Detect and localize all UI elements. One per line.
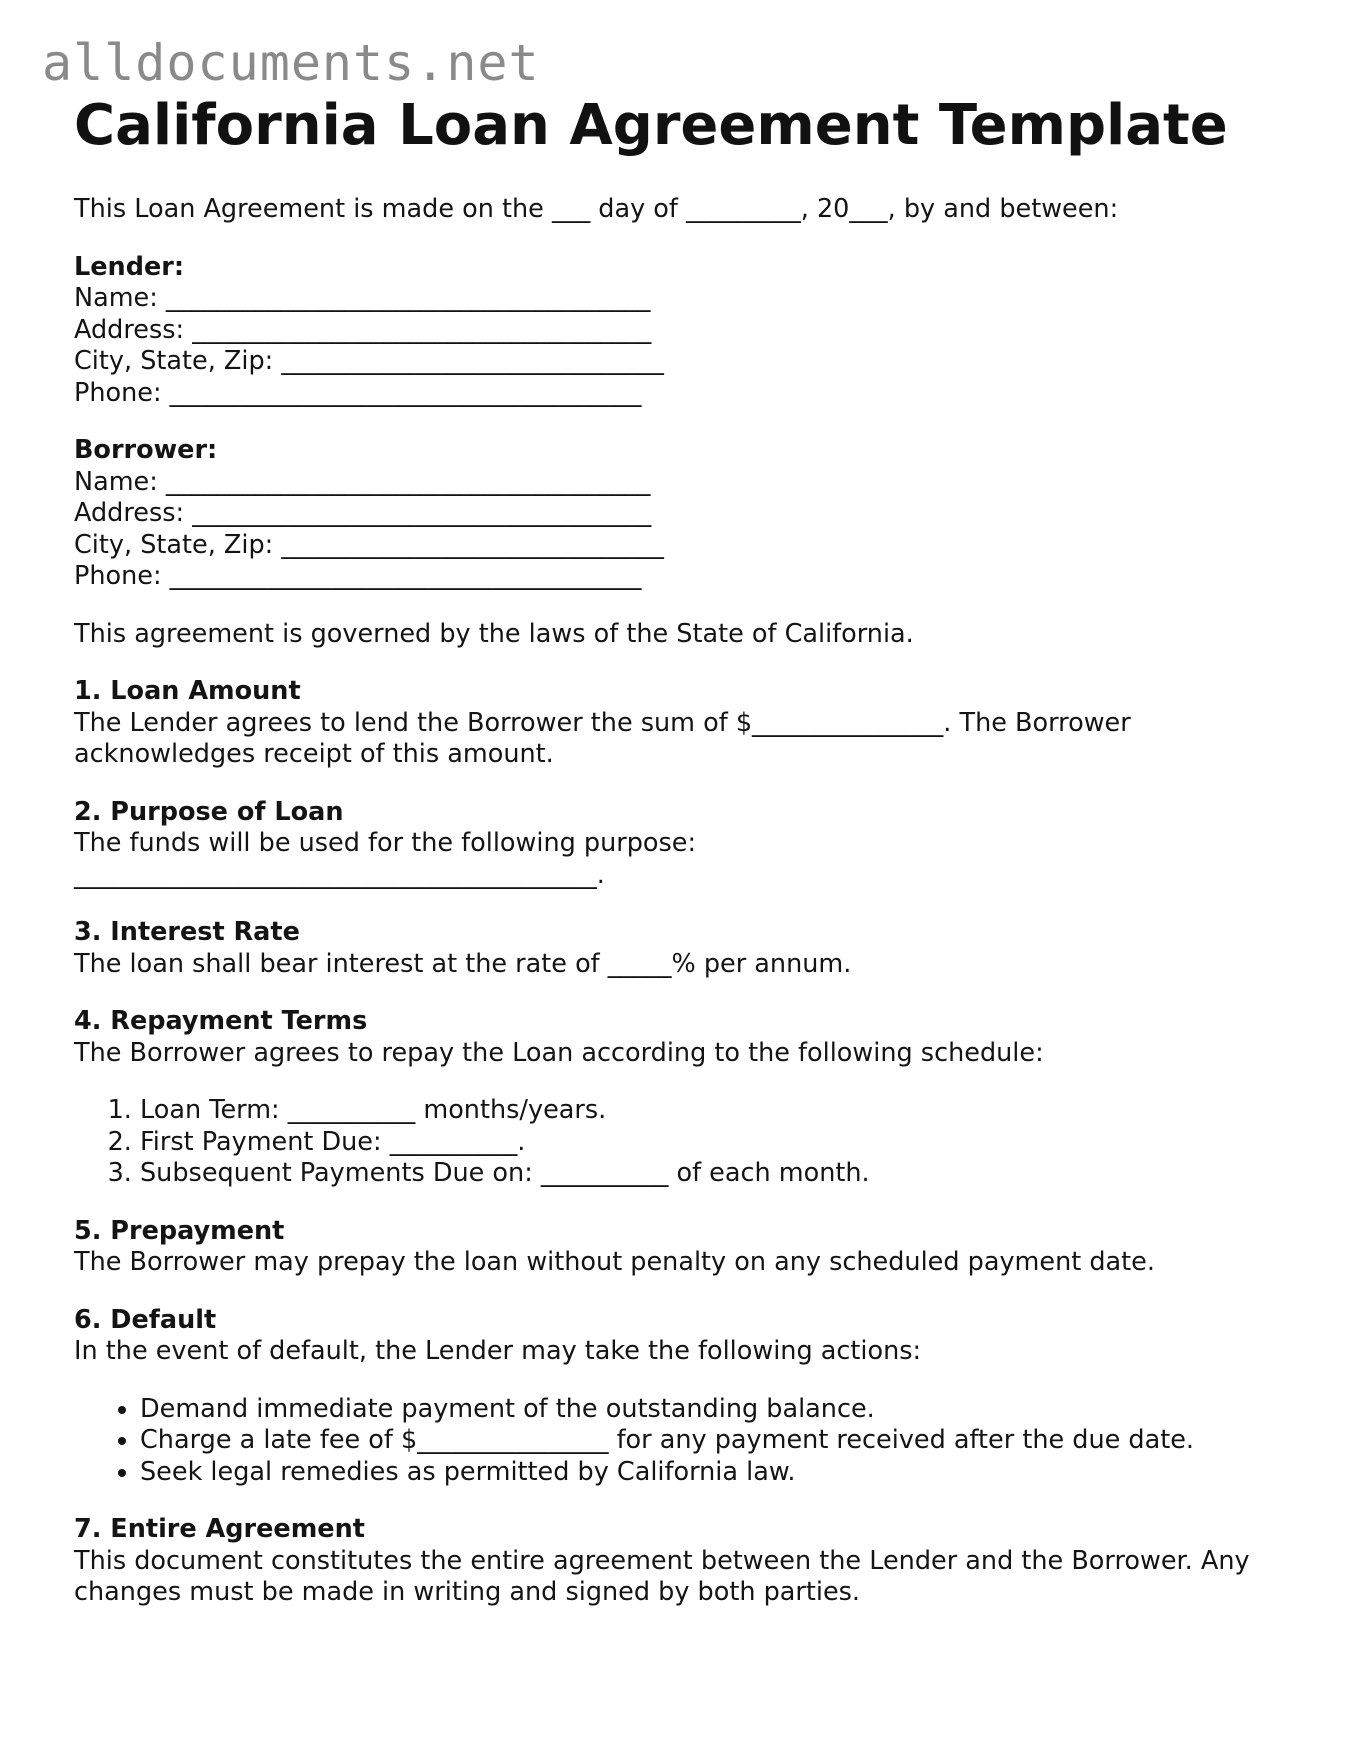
lender-block [74, 252, 1304, 410]
section-title: 7. Entire Agreement [74, 1514, 365, 1544]
list-item: • Seek legal remedies as permitted by California law. [140, 1457, 1304, 1489]
lender-heading: Lender: [74, 251, 185, 282]
section-repayment-terms [74, 1006, 1304, 1190]
section-default [74, 1305, 1304, 1489]
section-text: The Borrower agrees to repay the Loan according to the following schedule: [74, 1037, 1044, 1068]
borrower-address-field: Address: ____________________________________ [74, 498, 652, 528]
list-item: 2. First Payment Due: __________. [140, 1127, 1304, 1159]
section-title: 4. Repayment Terms [74, 1006, 368, 1036]
section-interest-rate [74, 917, 1304, 980]
section-prepayment [74, 1216, 1304, 1279]
page-title: California Loan Agreement Template [74, 93, 1228, 158]
repayment-schedule-list [74, 1095, 1304, 1190]
section-entire-agreement [74, 1514, 1304, 1609]
lender-name-field: Name: ______________________________________ [74, 283, 651, 313]
section-loan-amount [74, 676, 1304, 771]
purpose-blank-line: _________________________________________. [74, 859, 605, 890]
intro-paragraph: This Loan Agreement is made on the ___ day of _________, 20___, by and between: [74, 194, 1119, 224]
default-actions-list [74, 1394, 1304, 1489]
list-item: • Charge a late fee of $_______________ for any payment received after the due date. [140, 1425, 1304, 1457]
section-title: 6. Default [74, 1304, 217, 1335]
section-title: 1. Loan Amount [74, 676, 301, 706]
section-text: The loan shall bear interest at the rate of _____% per annum. [74, 948, 852, 979]
lender-phone-field: Phone: _____________________________________ [74, 377, 642, 408]
watermark-logo: alldocuments.net [42, 34, 540, 92]
list-item: • Demand immediate payment of the outstanding balance. [140, 1394, 1304, 1426]
lender-address-field: Address: ____________________________________ [74, 314, 652, 345]
borrower-phone-field: Phone: _____________________________________ [74, 561, 642, 591]
list-item: 3. Subsequent Payments Due on: __________ of each month. [140, 1158, 1304, 1190]
document-page [74, 92, 1304, 1635]
borrower-heading: Borrower: [74, 435, 218, 465]
borrower-name-field: Name: ______________________________________ [74, 466, 651, 497]
lender-city-field: City, State, Zip: ______________________________ [74, 346, 664, 376]
section-title: 3. Interest Rate [74, 917, 300, 947]
section-title: 5. Prepayment [74, 1215, 285, 1246]
governing-law-paragraph: This agreement is governed by the laws of the State of California. [74, 618, 914, 649]
section-text: In the event of default, the Lender may take the following actions: [74, 1336, 922, 1366]
borrower-block [74, 435, 1304, 593]
section-purpose-of-loan [74, 797, 1304, 892]
section-text: This document constitutes the entire agreement between the Lender and the Borrower. Any changes must be made in writing and signed by both parties. [74, 1545, 1250, 1607]
section-text: The funds will be used for the following purpose: [74, 828, 697, 858]
list-item: 1. Loan Term: __________ months/years. [140, 1095, 1304, 1127]
section-text: The Lender agrees to lend the Borrower the sum of $_______________. The Borrower acknowledges receipt of this amount. [74, 707, 1131, 769]
borrower-city-field: City, State, Zip: ______________________________ [74, 529, 664, 560]
section-text: The Borrower may prepay the loan without penalty on any scheduled payment date. [74, 1247, 1155, 1277]
section-title: 2. Purpose of Loan [74, 796, 344, 827]
